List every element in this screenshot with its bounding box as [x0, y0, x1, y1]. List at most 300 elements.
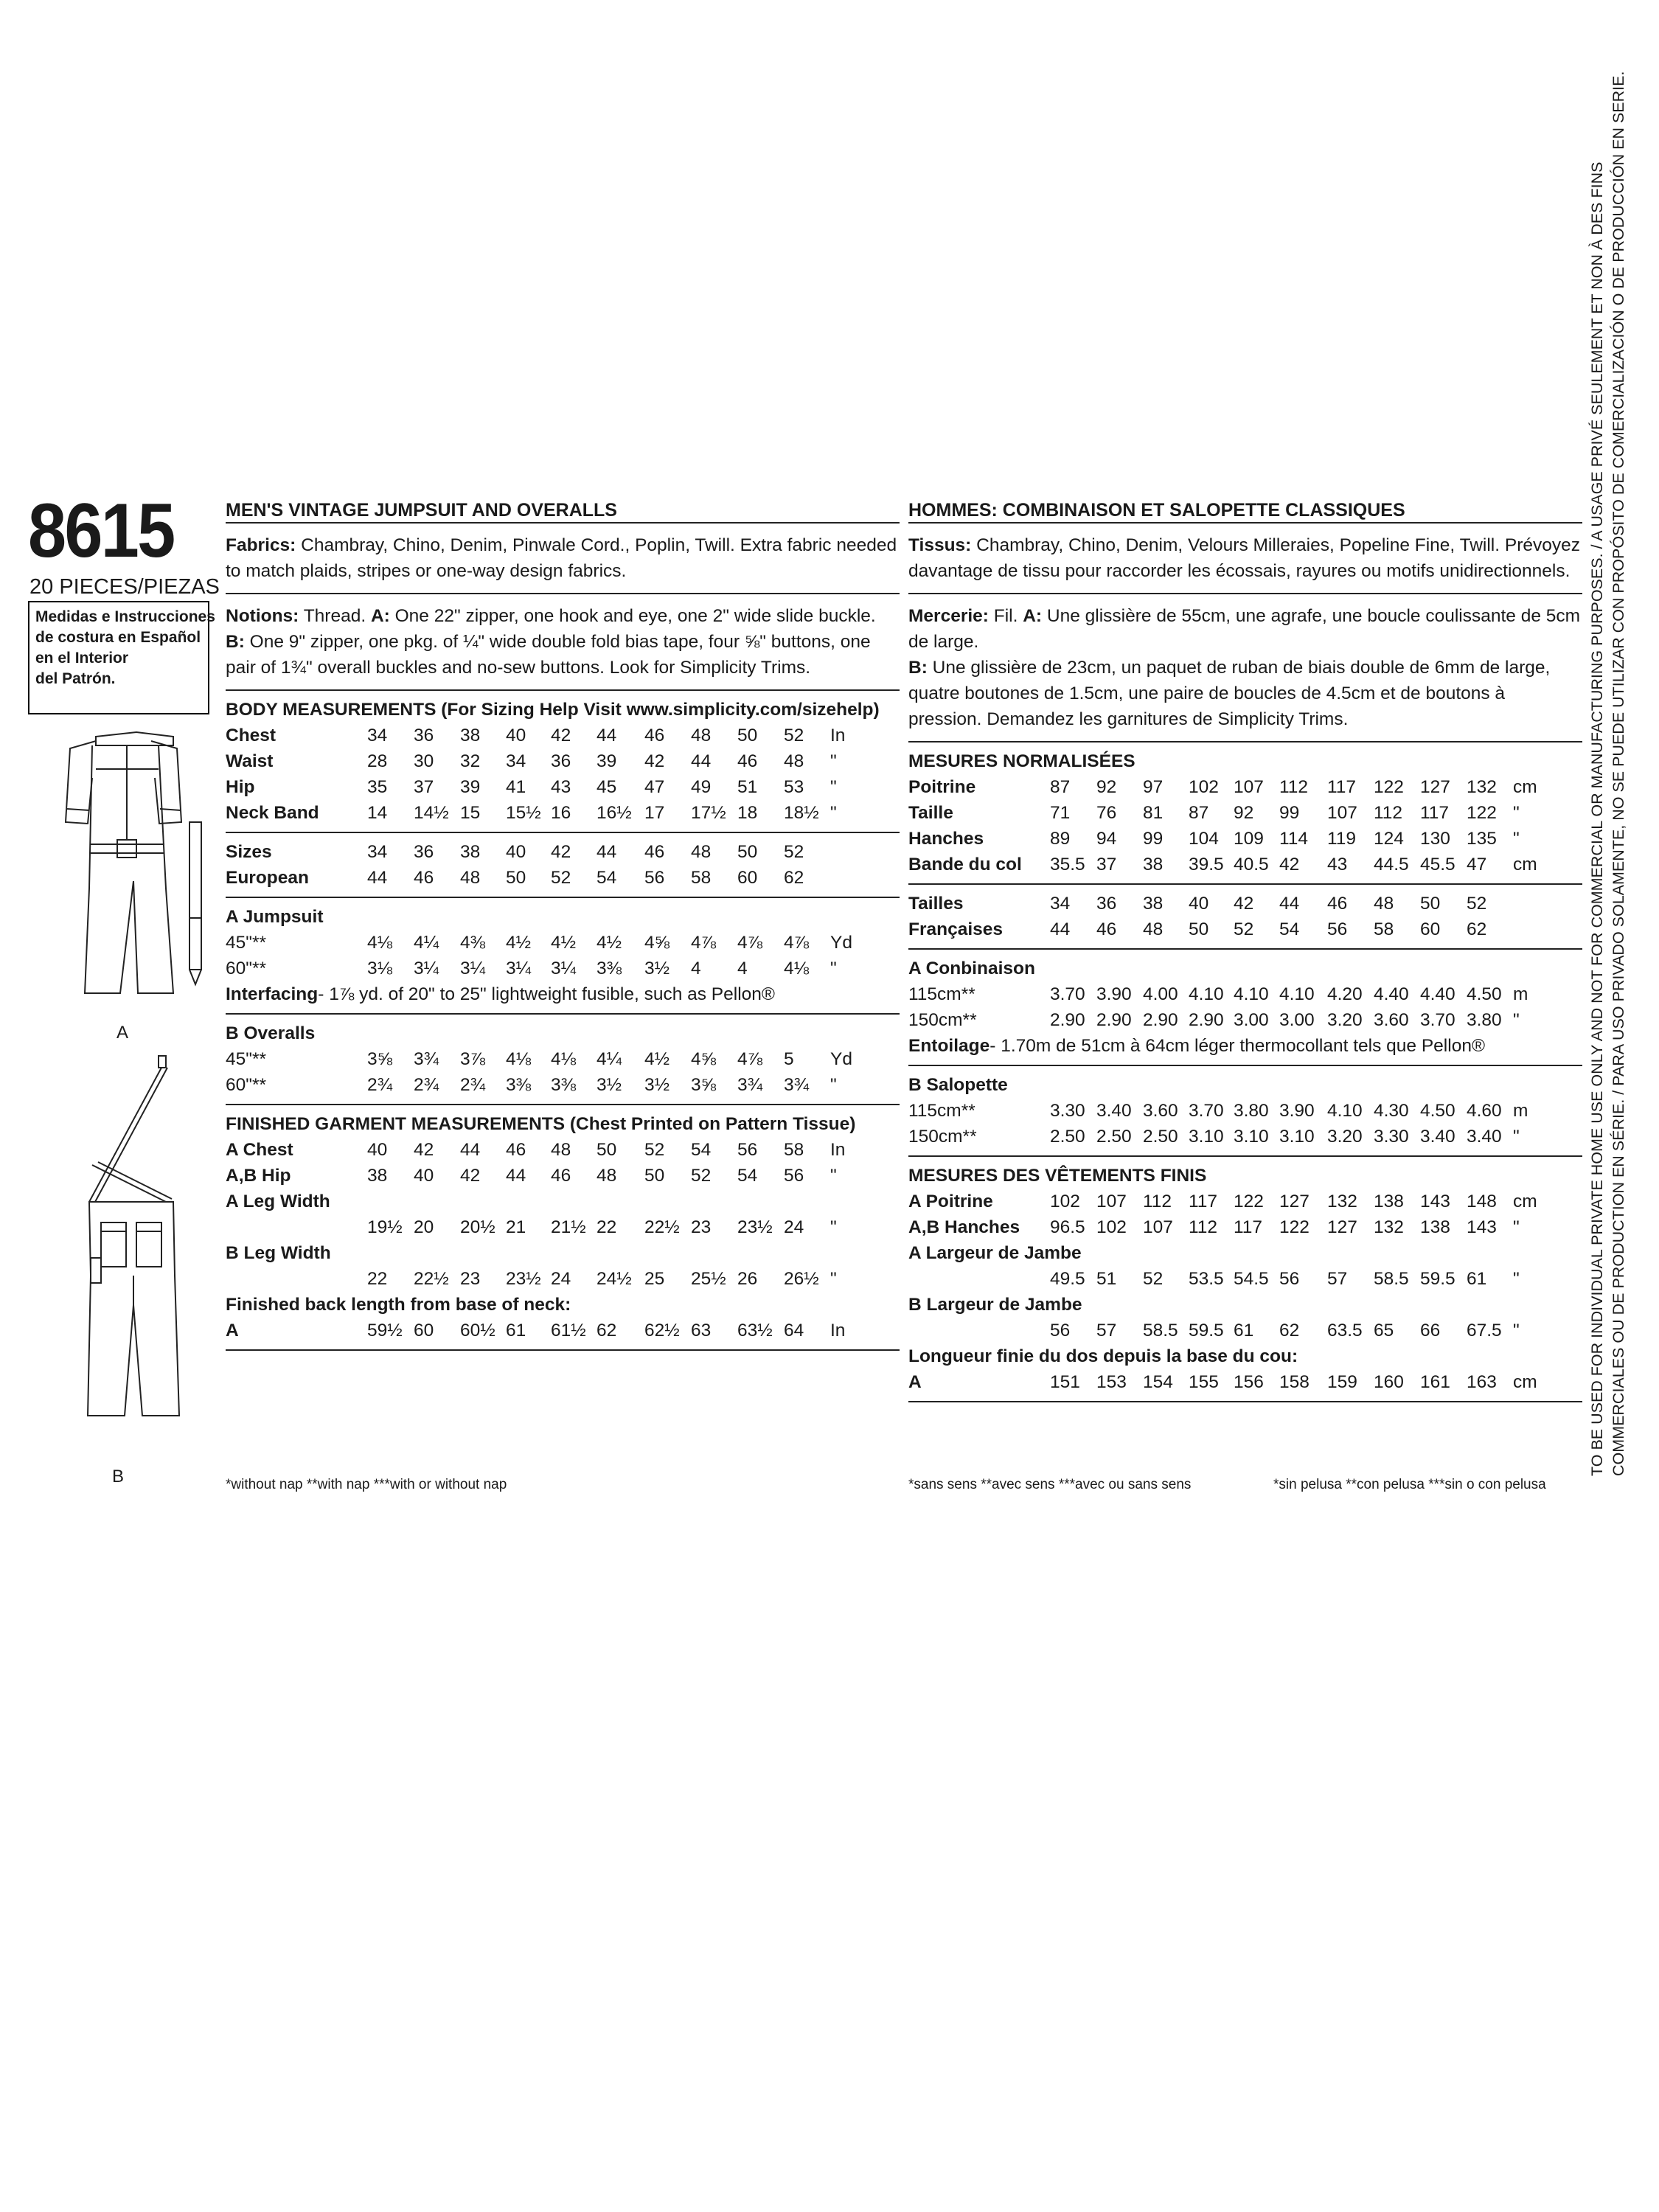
french-footnote: *sans sens **avec sens ***avec ou sans sens — [908, 1477, 1192, 1492]
cell-value: 15½ — [506, 803, 541, 823]
cell-value: 4⅞ — [784, 933, 810, 953]
table-row — [908, 748, 1582, 774]
cell-value: 122 — [1467, 803, 1497, 823]
cell-value: 50 — [737, 842, 758, 862]
cell-value: 114 — [1279, 829, 1309, 849]
cell-value: 25½ — [691, 1269, 726, 1289]
cell-value: 38 — [460, 842, 481, 862]
cell-value: 48 — [691, 726, 712, 745]
unit-label: cm — [1513, 1372, 1537, 1392]
notions-view-a: A: — [370, 606, 390, 626]
row-label: Chest — [226, 726, 276, 745]
finished-measurements-table — [226, 1105, 900, 1349]
cell-value: 38 — [367, 1166, 388, 1186]
cell-value: 50 — [597, 1140, 617, 1160]
interfacing-row — [908, 1033, 1582, 1059]
cell-value: 62½ — [644, 1321, 680, 1340]
row-label: Françaises — [908, 919, 1004, 939]
cell-value: 39 — [597, 751, 617, 771]
cell-value: 3.20 — [1327, 1010, 1363, 1030]
cell-value: 48 — [1374, 894, 1394, 914]
body-measurements-table — [908, 742, 1582, 883]
cell-value: 50 — [644, 1166, 665, 1186]
cell-value: 52 — [1234, 919, 1254, 939]
row-label: 150cm** — [908, 1010, 977, 1030]
cell-value: 3⅞ — [460, 1049, 486, 1069]
cell-value: 22½ — [414, 1269, 449, 1289]
row-label: 115cm** — [908, 984, 975, 1004]
interfacing-label: Interfacing — [226, 984, 319, 1004]
cell-value: 63 — [691, 1321, 712, 1340]
unit-label: " — [830, 1217, 837, 1237]
cell-value: 112 — [1189, 1217, 1218, 1237]
table-row — [226, 930, 900, 956]
unit-label: In — [830, 726, 846, 745]
body-measurements-table — [226, 691, 900, 832]
cell-value: 3¼ — [551, 959, 577, 978]
english-footnote: *without nap **with nap ***with or without nap — [226, 1477, 507, 1492]
view-a-jumpsuit-illustration — [55, 726, 210, 999]
row-label: A Poitrine — [908, 1192, 993, 1211]
cell-value: 4⅜ — [460, 933, 486, 953]
cell-value: 107 — [1234, 777, 1264, 797]
cell-value: 112 — [1279, 777, 1309, 797]
notions-view-b: B: — [908, 658, 928, 678]
cell-value: 2.90 — [1096, 1010, 1132, 1030]
table-row — [226, 865, 900, 891]
table-row — [908, 1189, 1582, 1214]
cell-value: 36 — [551, 751, 571, 771]
cell-value: 50 — [1420, 894, 1441, 914]
fabrics-label: Fabrics: — [226, 535, 296, 555]
interfacing-label: Entoilage — [908, 1036, 990, 1056]
table-row — [908, 826, 1582, 852]
cell-value: 43 — [551, 777, 571, 797]
view-b-yardage-table — [226, 1015, 900, 1104]
table-title: MESURES DES VÊTEMENTS FINIS — [908, 1166, 1207, 1186]
notions-text: Thread. — [299, 606, 371, 626]
row-label: Taille — [908, 803, 953, 823]
back-length-label: Finished back length from base of neck: — [226, 1295, 571, 1315]
cell-value: 4 — [691, 959, 701, 978]
cell-value: 4.10 — [1279, 984, 1315, 1004]
cell-value: 3½ — [597, 1075, 622, 1095]
row-label: 60"** — [226, 959, 267, 978]
cell-value: 2.50 — [1143, 1127, 1178, 1147]
row-label: Hip — [226, 777, 255, 797]
cell-value: 23 — [691, 1217, 712, 1237]
cell-value: 58.5 — [1374, 1269, 1409, 1289]
cell-value: 61½ — [551, 1321, 586, 1340]
cell-value: 42 — [1279, 855, 1300, 874]
cell-value: 19½ — [367, 1217, 403, 1237]
cell-value: 52 — [551, 868, 571, 888]
cell-value: 112 — [1143, 1192, 1172, 1211]
cell-value: 14½ — [414, 803, 449, 823]
table-row — [226, 774, 900, 800]
cell-value: 3.00 — [1234, 1010, 1269, 1030]
row-label: Poitrine — [908, 777, 976, 797]
cell-value: 53 — [784, 777, 804, 797]
cell-value: 62 — [1279, 1321, 1300, 1340]
cell-value: 67.5 — [1467, 1321, 1502, 1340]
table-row — [908, 1343, 1582, 1369]
cell-value: 71 — [1050, 803, 1071, 823]
cell-value: 122 — [1279, 1217, 1310, 1237]
table-row — [908, 1266, 1582, 1292]
notions-label: Notions: — [226, 606, 299, 626]
cell-value: 36 — [414, 842, 434, 862]
notions-label: Mercerie: — [908, 606, 989, 626]
cell-value: 36 — [1096, 894, 1117, 914]
cell-value: 119 — [1327, 829, 1357, 849]
cell-value: 23½ — [737, 1217, 773, 1237]
cell-value: 52 — [784, 842, 804, 862]
cell-value: 3⅝ — [691, 1075, 717, 1095]
cell-value: 46 — [737, 751, 758, 771]
cell-value: 158 — [1279, 1372, 1310, 1392]
cell-value: 107 — [1327, 803, 1357, 823]
cell-value: 3¼ — [414, 959, 439, 978]
cell-value: 4.10 — [1327, 1101, 1363, 1121]
unit-label: " — [830, 1166, 837, 1186]
cell-value: 52 — [644, 1140, 665, 1160]
table-row — [908, 981, 1582, 1007]
cell-value: 4 — [737, 959, 748, 978]
cell-value: 117 — [1420, 803, 1450, 823]
table-row — [226, 1072, 900, 1098]
cell-value: 4⅛ — [506, 1049, 532, 1069]
cell-value: 4.40 — [1420, 984, 1455, 1004]
cell-value: 21 — [506, 1217, 526, 1237]
view-a-title: A Jumpsuit — [226, 907, 324, 927]
row-label: 45"** — [226, 1049, 267, 1069]
cell-value: 3.90 — [1096, 984, 1132, 1004]
cell-value: 151 — [1050, 1372, 1080, 1392]
cell-value: 132 — [1327, 1192, 1357, 1211]
cell-value: 56 — [1050, 1321, 1071, 1340]
interfacing-detail: - 1.70m de 51cm à 64cm léger thermocollant tels que Pellon® — [990, 1036, 1485, 1056]
table-row — [908, 1318, 1582, 1343]
cell-value: 52 — [1143, 1269, 1164, 1289]
cell-value: 22½ — [644, 1217, 680, 1237]
cell-value: 45.5 — [1420, 855, 1455, 874]
table-row — [908, 1369, 1582, 1395]
cell-value: 36 — [414, 726, 434, 745]
cell-value: 117 — [1327, 777, 1357, 797]
unit-label: " — [1513, 1217, 1520, 1237]
table-row — [908, 956, 1582, 981]
cell-value: 40 — [367, 1140, 388, 1160]
notions-text: One 9" zipper, one pkg. of ¼" wide double fold bias tape, four ⅝" buttons, one pair of 1¾" overall buckles and no-sew buttons. Look for Simplicity Trims. — [226, 632, 871, 678]
table-row — [908, 891, 1582, 917]
leg-width-label: A Largeur de Jambe — [908, 1243, 1082, 1263]
table-row — [908, 1072, 1582, 1098]
cell-value: 132 — [1467, 777, 1497, 797]
cell-value: 42 — [1234, 894, 1254, 914]
cell-value: 3¾ — [414, 1049, 439, 1069]
notions-view-a: A: — [1023, 606, 1043, 626]
english-column — [226, 498, 900, 1351]
cell-value: 56 — [784, 1166, 804, 1186]
spanish-note-line: del Patrón. — [35, 670, 116, 687]
cell-value: 51 — [737, 777, 758, 797]
spanish-footnote: *sin pelusa **con pelusa ***sin o con pelusa — [1273, 1477, 1546, 1492]
cell-value: 52 — [784, 726, 804, 745]
cell-value: 42 — [551, 842, 571, 862]
table-row — [226, 1111, 900, 1137]
fabrics-label: Tissus: — [908, 535, 972, 555]
cell-value: 3.70 — [1420, 1010, 1455, 1030]
cell-value: 22 — [367, 1269, 388, 1289]
cell-value: 163 — [1467, 1372, 1497, 1392]
cell-value: 49 — [691, 777, 712, 797]
cell-value: 156 — [1234, 1372, 1264, 1392]
cell-value: 59.5 — [1189, 1321, 1224, 1340]
cell-value: 138 — [1420, 1217, 1450, 1237]
cell-value: 44 — [1050, 919, 1071, 939]
cell-value: 153 — [1096, 1372, 1127, 1392]
cell-value: 54 — [1279, 919, 1300, 939]
cell-value: 2.90 — [1050, 1010, 1085, 1030]
cell-value: 44 — [597, 842, 617, 862]
cell-value: 154 — [1143, 1372, 1173, 1392]
cell-value: 117 — [1189, 1192, 1218, 1211]
table-row — [226, 723, 900, 748]
cell-value: 17 — [644, 803, 665, 823]
section-title: HOMMES: COMBINAISON ET SALOPETTE CLASSIQUES — [908, 500, 1405, 521]
cell-value: 34 — [506, 751, 526, 771]
cell-value: 3.80 — [1234, 1101, 1269, 1121]
cell-value: 4½ — [551, 933, 577, 953]
unit-label: cm — [1513, 855, 1537, 874]
cell-value: 3.70 — [1189, 1101, 1224, 1121]
back-length-label: Longueur finie du dos depuis la base du cou: — [908, 1346, 1298, 1366]
cell-value: 3.30 — [1050, 1101, 1085, 1121]
cell-value: 42 — [644, 751, 665, 771]
cell-value: 4½ — [506, 933, 532, 953]
cell-value: 47 — [1467, 855, 1487, 874]
cell-value: 4⅛ — [367, 933, 393, 953]
cell-value: 155 — [1189, 1372, 1219, 1392]
cell-value: 44 — [691, 751, 712, 771]
cell-value: 4⅞ — [737, 1049, 763, 1069]
cell-value: 44 — [1279, 894, 1300, 914]
cell-value: 44.5 — [1374, 855, 1409, 874]
sizes-table — [908, 885, 1582, 948]
table-row — [226, 1046, 900, 1072]
unit-label: " — [830, 959, 837, 978]
cell-value: 46 — [551, 1166, 571, 1186]
cell-value: 62 — [784, 868, 804, 888]
cell-value: 24 — [551, 1269, 571, 1289]
cell-value: 45 — [597, 777, 617, 797]
row-label: Sizes — [226, 842, 272, 862]
interfacing-text — [226, 981, 775, 1007]
row-label: Bande du col — [908, 855, 1022, 874]
cell-value: 46 — [1327, 894, 1348, 914]
cell-value: 161 — [1420, 1372, 1450, 1392]
cell-value: 3.60 — [1374, 1010, 1409, 1030]
row-label: A — [226, 1321, 239, 1340]
cell-value: 127 — [1279, 1192, 1310, 1211]
view-a-title: A Conbinaison — [908, 959, 1035, 978]
cell-value: 4⅞ — [691, 933, 717, 953]
cell-value: 60 — [737, 868, 758, 888]
cell-value: 44 — [460, 1140, 481, 1160]
cell-value: 3¼ — [460, 959, 486, 978]
unit-label: " — [1513, 803, 1520, 823]
unit-label: " — [1513, 1321, 1520, 1340]
cell-value: 2.50 — [1096, 1127, 1132, 1147]
table-row — [908, 917, 1582, 942]
leg-width-label: A Leg Width — [226, 1192, 330, 1211]
cell-value: 3.40 — [1420, 1127, 1455, 1147]
cell-value: 39 — [460, 777, 481, 797]
cell-value: 148 — [1467, 1192, 1497, 1211]
cell-value: 50 — [506, 868, 526, 888]
cell-value: 41 — [506, 777, 526, 797]
cell-value: 56 — [1327, 919, 1348, 939]
cell-value: 42 — [460, 1166, 481, 1186]
table-title: MESURES NORMALISÉES — [908, 751, 1135, 771]
cell-value: 3⅜ — [597, 959, 622, 978]
cell-value: 59.5 — [1420, 1269, 1455, 1289]
cell-value: 5 — [784, 1049, 794, 1069]
cell-value: 3.40 — [1467, 1127, 1502, 1147]
cell-value: 4.40 — [1374, 984, 1409, 1004]
table-row — [908, 1214, 1582, 1240]
cell-value: 2.90 — [1189, 1010, 1224, 1030]
notions-text: Une glissière de 23cm, un paquet de ruban de biais double de 6mm de large, quatre boutones de 1.5cm, une paire de boucles de 4.5cm et de boutons à pression. Demandez les garnitures de Simplicity Trims. — [908, 658, 1551, 729]
cell-value: 52 — [1467, 894, 1487, 914]
cell-value: 124 — [1374, 829, 1404, 849]
cell-value: 63½ — [737, 1321, 773, 1340]
cell-value: 4¼ — [597, 1049, 622, 1069]
cell-value: 51 — [1096, 1269, 1117, 1289]
table-row — [908, 1163, 1582, 1189]
fabrics-text: Chambray, Chino, Denim, Pinwale Cord., Poplin, Twill. Extra fabric needed to match plaids, stripes or one-way design fabrics. — [226, 535, 897, 581]
cell-value: 3⅛ — [367, 959, 393, 978]
cell-value: 3.60 — [1143, 1101, 1178, 1121]
cell-value: 92 — [1096, 777, 1117, 797]
cell-value: 66 — [1420, 1321, 1441, 1340]
notions-view-b: B: — [226, 632, 245, 652]
cell-value: 102 — [1189, 777, 1219, 797]
table-row — [908, 1124, 1582, 1150]
cell-value: 34 — [1050, 894, 1071, 914]
cell-value: 18½ — [784, 803, 819, 823]
cell-value: 97 — [1143, 777, 1164, 797]
cell-value: 3½ — [644, 1075, 670, 1095]
spanish-note-line: de costura en Español — [35, 629, 201, 646]
cell-value: 21½ — [551, 1217, 586, 1237]
cell-value: 49.5 — [1050, 1269, 1085, 1289]
cell-value: 4⅛ — [551, 1049, 577, 1069]
section-title: MEN'S VINTAGE JUMPSUIT AND OVERALLS — [226, 500, 617, 521]
cell-value: 4.10 — [1189, 984, 1224, 1004]
cell-value: 14 — [367, 803, 388, 823]
cell-value: 62 — [597, 1321, 617, 1340]
cell-value: 61 — [1234, 1321, 1254, 1340]
cell-value: 109 — [1234, 829, 1264, 849]
cell-value: 4.10 — [1234, 984, 1269, 1004]
table-row — [226, 1318, 900, 1343]
table-row — [226, 1020, 900, 1046]
cell-value: 48 — [551, 1140, 571, 1160]
cell-value: 4⅛ — [784, 959, 810, 978]
view-a-yardage-table — [226, 898, 900, 1013]
unit-label: " — [1513, 829, 1520, 849]
cell-value: 159 — [1327, 1372, 1357, 1392]
cell-value: 160 — [1374, 1372, 1404, 1392]
row-label: A — [908, 1372, 922, 1392]
cell-value: 54 — [737, 1166, 758, 1186]
cell-value: 16 — [551, 803, 571, 823]
cell-value: 3.10 — [1279, 1127, 1315, 1147]
cell-value: 65 — [1374, 1321, 1394, 1340]
cell-value: 3.10 — [1189, 1127, 1224, 1147]
row-label: 45"** — [226, 933, 267, 953]
cell-value: 22 — [597, 1217, 617, 1237]
cell-value: 102 — [1050, 1192, 1080, 1211]
cell-value: 35 — [367, 777, 388, 797]
cell-value: 26 — [737, 1269, 758, 1289]
cell-value: 87 — [1189, 803, 1209, 823]
cell-value: 107 — [1143, 1217, 1173, 1237]
cell-value: 107 — [1096, 1192, 1127, 1211]
unit-label: " — [1513, 1269, 1520, 1289]
cell-value: 3.80 — [1467, 1010, 1502, 1030]
table-row — [226, 1214, 900, 1240]
french-column — [908, 498, 1582, 1402]
row-label: 60"** — [226, 1075, 267, 1095]
cell-value: 30 — [414, 751, 434, 771]
unit-label: cm — [1513, 777, 1537, 797]
unit-label: In — [830, 1321, 846, 1340]
notions-text: Fil. — [988, 606, 1023, 626]
cell-value: 2¾ — [367, 1075, 393, 1095]
cell-value: 59½ — [367, 1321, 403, 1340]
cell-value: 3⅜ — [506, 1075, 532, 1095]
cell-value: 38 — [460, 726, 481, 745]
cell-value: 4.00 — [1143, 984, 1178, 1004]
cell-value: 46 — [506, 1140, 526, 1160]
cell-value: 4⅝ — [644, 933, 670, 953]
cell-value: 60 — [1420, 919, 1441, 939]
table-row — [226, 1137, 900, 1163]
cell-value: 54 — [691, 1140, 712, 1160]
cell-value: 3.20 — [1327, 1127, 1363, 1147]
unit-label: " — [830, 1075, 837, 1095]
row-label: A,B Hip — [226, 1166, 291, 1186]
cell-value: 99 — [1279, 803, 1300, 823]
cell-value: 2¾ — [414, 1075, 439, 1095]
cell-value: 4.20 — [1327, 984, 1363, 1004]
cell-value: 42 — [414, 1140, 434, 1160]
cell-value: 76 — [1096, 803, 1117, 823]
interfacing-row — [226, 981, 900, 1007]
cell-value: 3.30 — [1374, 1127, 1409, 1147]
cell-value: 25 — [644, 1269, 665, 1289]
unit-label: Yd — [830, 933, 852, 953]
table-row — [226, 748, 900, 774]
cell-value: 57 — [1096, 1321, 1117, 1340]
view-b-yardage-table — [908, 1066, 1582, 1155]
cell-value: 60½ — [460, 1321, 495, 1340]
cell-value: 2.50 — [1050, 1127, 1085, 1147]
cell-value: 4⅞ — [737, 933, 763, 953]
